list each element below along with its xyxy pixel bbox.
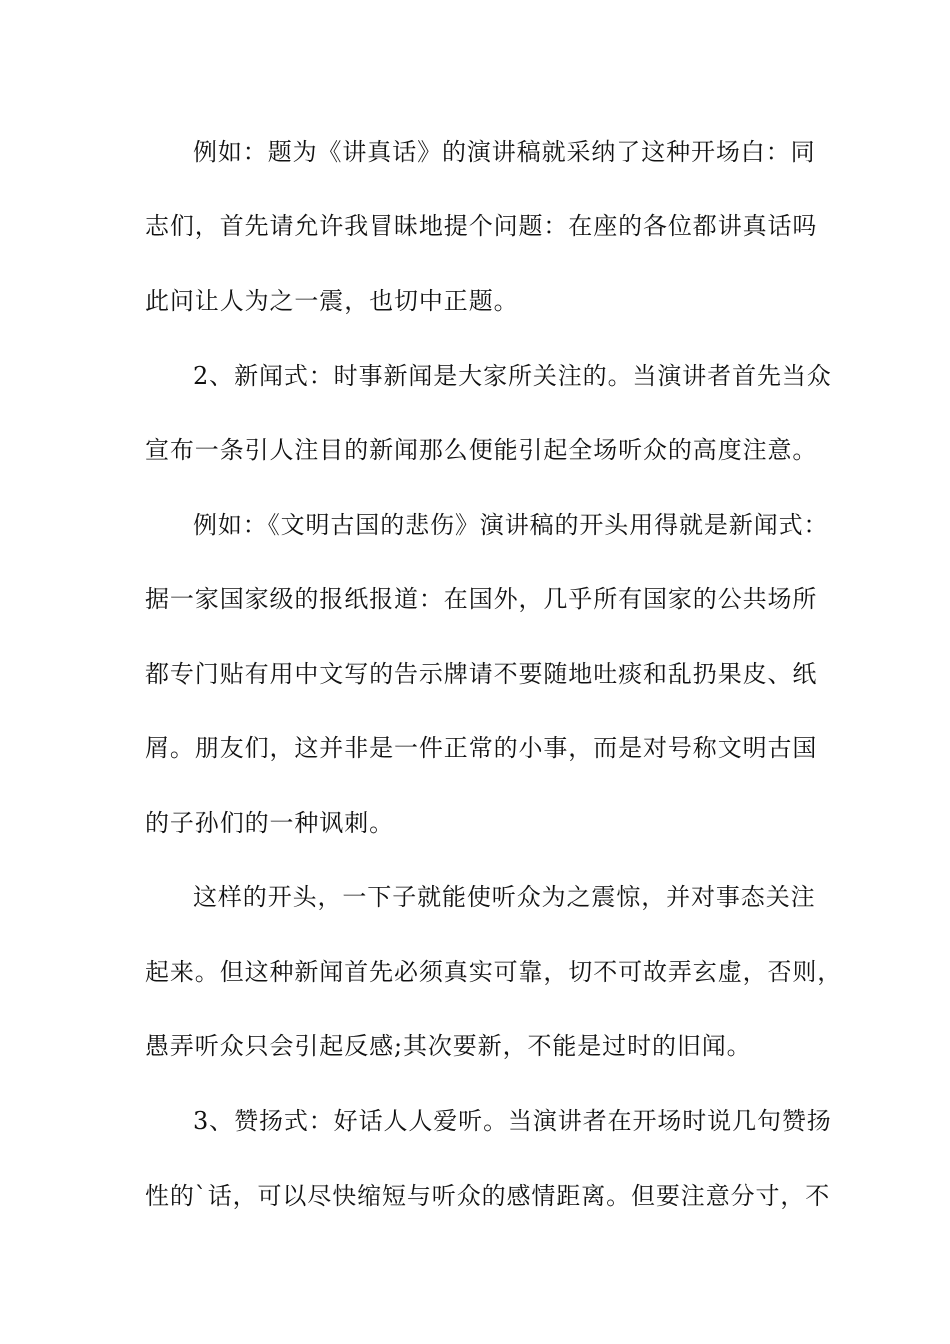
text-line: 3、赞扬式：好话人人爱听。当演讲者在开场时说几句赞扬 — [193, 1107, 832, 1135]
text-line: 的子孙们的一种讽刺。 — [145, 809, 394, 837]
text-line: 此问让人为之一震，也切中正题。 — [145, 287, 519, 315]
text-line: 屑。朋友们，这并非是一件正常的小事，而是对号称文明古国 — [145, 734, 818, 762]
text-line: 这样的开头，一下子就能使听众为之震惊，并对事态关注 — [193, 883, 816, 911]
text-line: 2、新闻式：时事新闻是大家所关注的。当演讲者首先当众 — [193, 362, 832, 390]
text-line: 性的`话，可以尽快缩短与听众的感情距离。但要注意分寸，不 — [145, 1182, 831, 1210]
text-line: 起来。但这种新闻首先必须真实可靠，切不可故弄玄虚，否则， — [145, 958, 843, 986]
text-line: 例如：《文明古国的悲伤》演讲稿的开头用得就是新闻式： — [193, 511, 829, 539]
text-line: 宣布一条引人注目的新闻那么便能引起全场听众的高度注意。 — [145, 436, 818, 464]
text-line: 志们，首先请允许我冒昧地提个问题：在座的各位都讲真话吗 — [145, 212, 818, 240]
text-line: 都专门贴有用中文写的告示牌请不要随地吐痰和乱扔果皮、纸 — [145, 660, 818, 688]
text-line: 例如：题为《讲真话》的演讲稿就采纳了这种开场白：同 — [193, 138, 816, 166]
text-line: 据一家国家级的报纸报道：在国外，几乎所有国家的公共场所 — [145, 585, 818, 613]
text-line: 愚弄听众只会引起反感;其次要新，不能是过时的旧闻。 — [145, 1032, 752, 1060]
